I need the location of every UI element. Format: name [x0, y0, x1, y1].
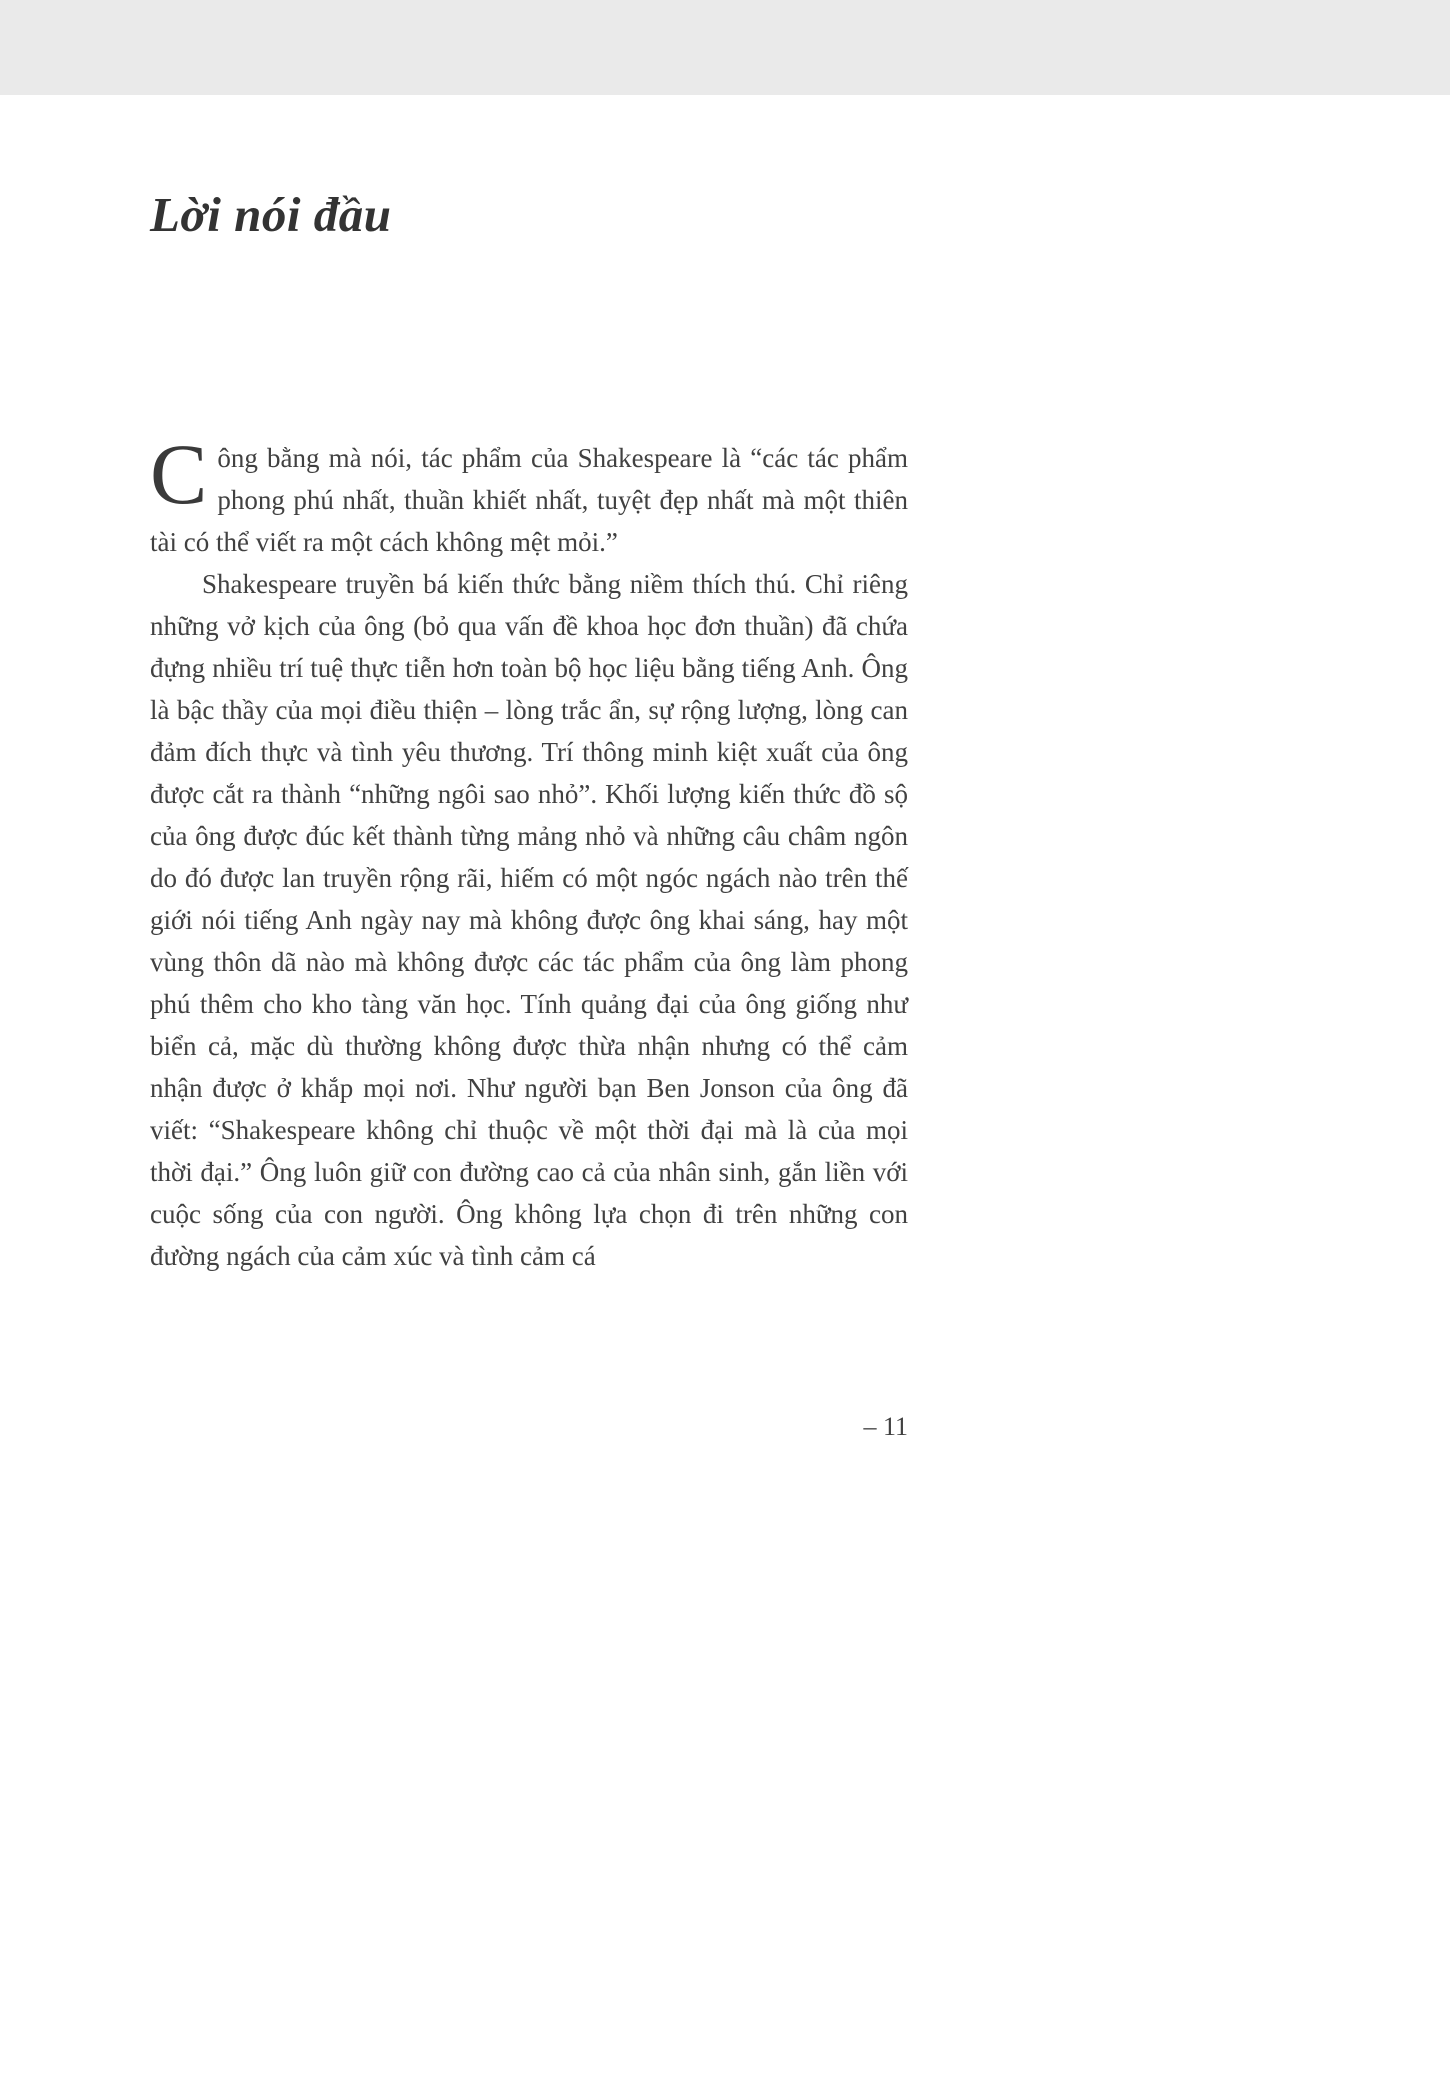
- page-number: – 11: [863, 1412, 908, 1441]
- paragraph-opening-text: ông bằng mà nói, tác phẩm của Shakespeare là “các tác phẩm phong phú nhất, thuần khiết nhất, tuyệt đẹp nhất mà một thiên tài có thể viết ra một cách không mệt mỏi.”: [150, 443, 908, 557]
- paragraph-opening: [150, 426, 908, 563]
- page-top-band: [0, 0, 1450, 95]
- body-text: [150, 426, 908, 1277]
- chapter-title: Lời nói đầu: [150, 187, 392, 242]
- drop-cap: C: [150, 426, 208, 522]
- paragraph-body: Shakespeare truyền bá kiến thức bằng niềm thích thú. Chỉ riêng những vở kịch của ông (bỏ qua vấn đề khoa học đơn thuần) đã chứa đựng nhiều trí tuệ thực tiễn hơn toàn bộ học liệu bằng tiếng Anh. Ông là bậc thầy của mọi điều thiện – lòng trắc ẩn, sự rộng lượng, lòng can đảm đích thực và tình yêu thương. Trí thông minh kiệt xuất của ông được cắt ra thành “những ngôi sao nhỏ”. Khối lượng kiến thức đồ sộ của ông được đúc kết thành từng mảng nhỏ và những câu châm ngôn do đó được lan truyền rộng rãi, hiếm có một ngóc ngách nào trên thế giới nói tiếng Anh ngày nay mà không được ông khai sáng, hay một vùng thôn dã nào mà không được các tác phẩm của ông làm phong phú thêm cho kho tàng văn học. Tính quảng đại của ông giống như biển cả, mặc dù thường không được thừa nhận nhưng có thể cảm nhận được ở khắp mọi nơi. Như người bạn Ben Jonson của ông đã viết: “Shakespeare không chỉ thuộc về một thời đại mà là của mọi thời đại.” Ông luôn giữ con đường cao cả của nhân sinh, gắn liền với cuộc sống của con người. Ông không lựa chọn đi trên những con đường ngách của cảm xúc và tình cảm cá: [150, 569, 908, 1271]
